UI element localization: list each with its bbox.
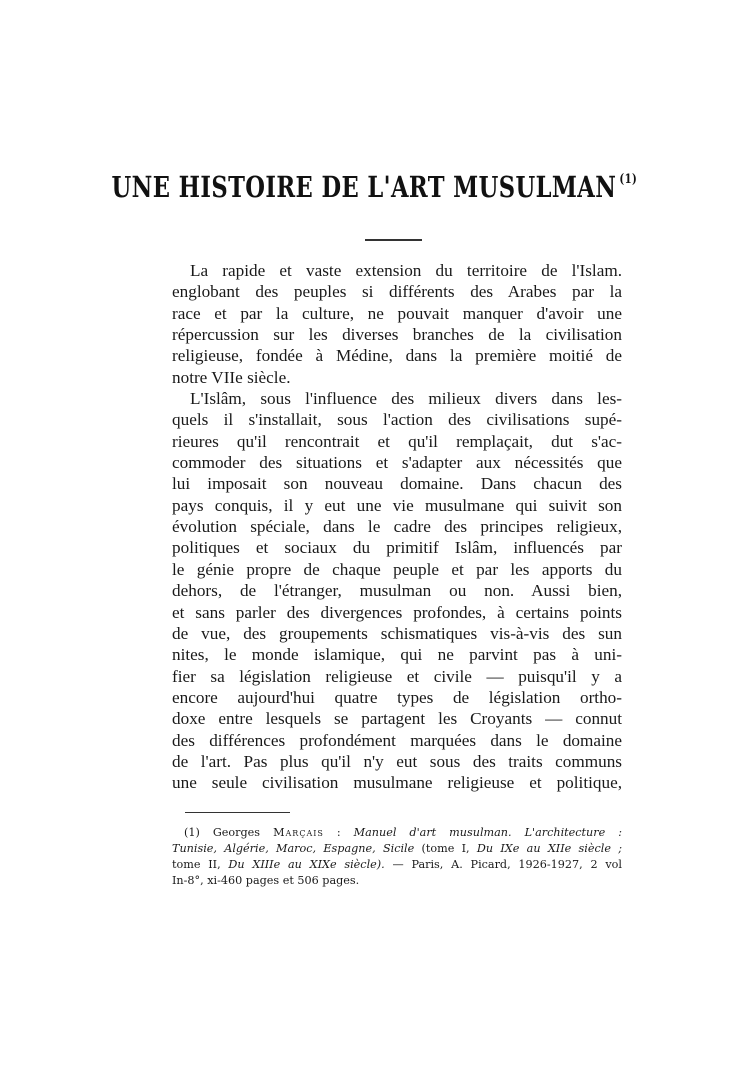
chapter-title xyxy=(86,170,663,204)
text-line: de l'art. Pas plus qu'il n'y eut sous des traits communs xyxy=(172,751,622,771)
footnote-volume-range: Du XIIIe au XIXe siècle). xyxy=(228,858,385,871)
body-text xyxy=(172,260,622,794)
text-line: encore aujourd'hui quatre types de législation ortho- xyxy=(172,687,622,707)
footnote-divider xyxy=(185,812,290,813)
text-line: pays conquis, il y eut une vie musulmane qui suivit son xyxy=(172,495,622,515)
text-line: notre VIIe siècle. xyxy=(172,367,291,387)
text-line: rieures qu'il rencontrait et qu'il remplaçait, dut s'ac- xyxy=(172,431,622,451)
text-line: de vue, des groupements schismatiques vis-à-vis des sun xyxy=(172,623,622,643)
text-line: politiques et sociaux du primitif Islâm, influencés par xyxy=(172,538,622,558)
footnote-volume-range: Du IXe au XIIe siècle ; xyxy=(476,842,622,855)
text-line: nites, le monde islamique, qui ne parvint pas à uni- xyxy=(172,645,622,665)
chapter-title-text: UNE HISTOIRE DE L'ART MUSULMAN xyxy=(111,170,617,204)
text-line: lui imposait son nouveau domaine. Dans chacun des xyxy=(172,474,622,494)
text-line: fier sa législation religieuse et civile — puisqu'il y a xyxy=(172,666,622,686)
text-line: et sans parler des divergences profondes, à certains points xyxy=(172,602,622,622)
footnote-line xyxy=(172,825,622,841)
text-line: évolution spéciale, dans le cadre des principes religieux, xyxy=(172,517,622,537)
footnote-reference[interactable]: (1) xyxy=(619,172,638,187)
text-line: des différences profondément marquées dans le domaine xyxy=(172,730,622,750)
text-line: race et par la culture, ne pouvait manquer d'avoir une xyxy=(172,303,622,323)
footnote-author-first: Georges xyxy=(212,826,261,839)
text-line: quels il s'installait, sous l'action des civilisations supé- xyxy=(172,410,622,430)
text-line: La rapide et vaste extension du territoire de l'Islam. xyxy=(190,261,622,280)
text-line: répercussion sur les diverses branches de la civilisation xyxy=(172,325,622,345)
footnote-volume-info: (tome I, xyxy=(414,842,477,855)
text-line: doxe entre lesquels se partagent les Croyants — connut xyxy=(172,709,622,729)
footnote-volume-info: tome II, xyxy=(172,858,229,871)
text-line: L'Islâm, sous l'influence des milieux divers dans les- xyxy=(190,389,622,409)
footnote-marker: (1) xyxy=(184,826,200,839)
text-line: englobant des peuples si différents des Arabes par la xyxy=(172,282,622,302)
footnote-publisher: — Paris, A. Picard, 1926-1927, 2 vol xyxy=(384,858,622,871)
footnote-book-title: Manuel d'art musulman. L'architecture : xyxy=(353,826,622,839)
text-line: une seule civilisation musulmane religieuse et politique, xyxy=(172,773,622,793)
footnote-subtitle: Tunisie, Algérie, Maroc, Espagne, Sicile xyxy=(172,842,415,855)
title-divider xyxy=(365,239,422,241)
footnote-line xyxy=(172,857,622,873)
text-line: dehors, de l'étranger, musulman ou non. Aussi bien, xyxy=(172,581,622,601)
footnote-line xyxy=(172,841,622,857)
text-line: le génie propre de chaque peuple et par les apports du xyxy=(172,559,622,579)
footnote-author-last: Marçais xyxy=(273,826,324,839)
text-line: commoder des situations et s'adapter aux nécessités que xyxy=(172,453,622,473)
footnote-line: In-8°, xi-460 pages et 506 pages. xyxy=(172,874,360,887)
footnote-separator: : xyxy=(336,826,341,839)
footnote xyxy=(172,825,622,889)
text-line: religieuse, fondée à Médine, dans la première moitié de xyxy=(172,346,622,366)
